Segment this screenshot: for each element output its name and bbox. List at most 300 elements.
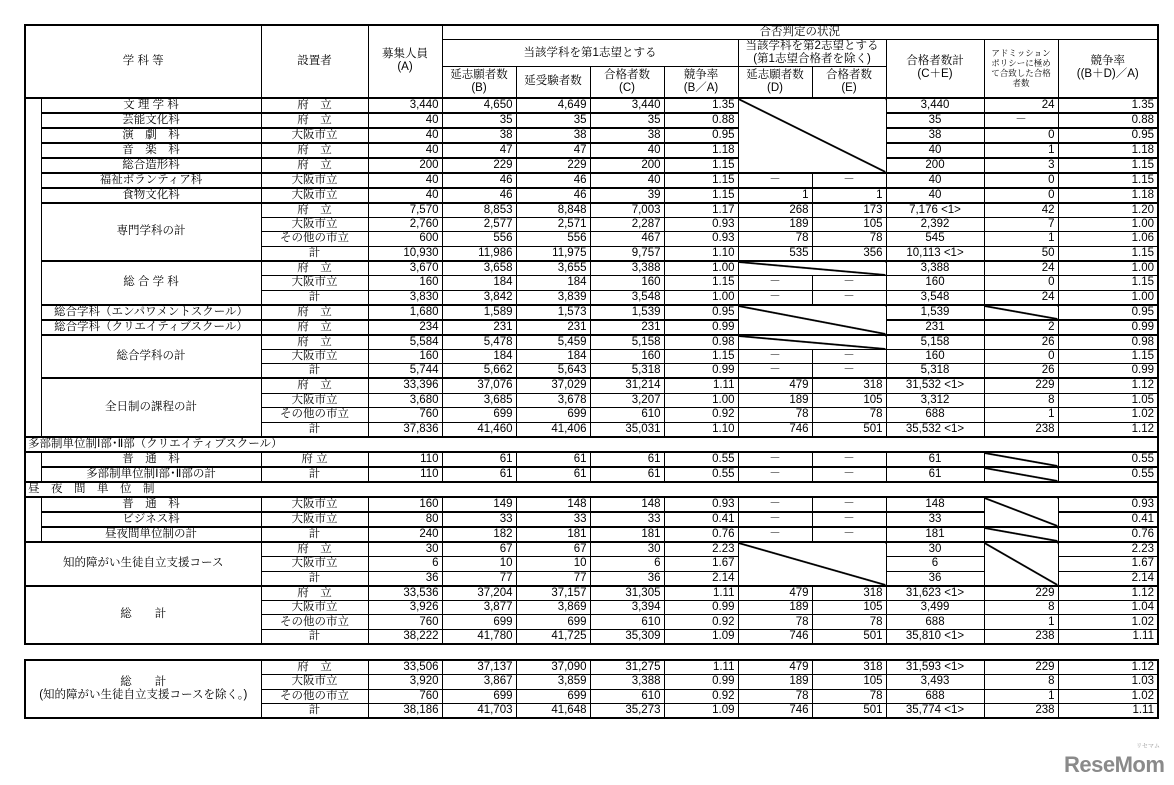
applicants2-cell: 78 [738,615,812,630]
examinees-cell: 181 [516,527,590,542]
capacity-cell: 5,584 [368,335,442,350]
ratio-total-cell: 1.02 [1058,689,1158,704]
passed-cell: 35,031 [590,422,664,437]
header-passed-label: 合格者数 [604,68,650,81]
applicants-cell: 149 [442,497,516,512]
examinees-cell: 11,975 [516,246,590,261]
row-group-label [25,660,261,718]
capacity-cell: 760 [368,615,442,630]
admission-policy-cell: 229 [984,660,1058,675]
table-row [25,173,1158,188]
table-row [25,113,1158,128]
passed-total-cell: 1,539 [886,305,984,320]
passed-total-cell: 231 [886,320,984,335]
ratio-cell: 1.10 [664,422,738,437]
ratio-cell: 1.09 [664,704,738,719]
row-group-label-text: 食物文化科 [122,188,180,201]
establisher-cell: 府 立 [261,143,368,158]
establisher-cell: 府 立 [261,158,368,173]
passed-cell: 610 [590,689,664,704]
passed-total-cell: 3,388 [886,261,984,276]
admission-policy-cell: 0 [984,349,1058,364]
passed-cell: 31,214 [590,378,664,393]
table-row [25,527,1158,542]
capacity-cell: 160 [368,275,442,290]
row-group-label [41,335,261,379]
section-title: 昼 夜 間 単 位 制 [25,482,1158,497]
header-passed2 [812,67,886,98]
passed-total-cell: 36 [886,571,984,586]
passed-total-cell: 148 [886,497,984,512]
row-group-label-text: 総合学科（クリエイティブスクール） [54,320,248,333]
row-group-label-text: 芸能文化科 [122,113,180,126]
ratio-total-cell: 1.00 [1058,217,1158,232]
establisher-cell: 府 立 [261,586,368,601]
applicants-cell: 41,460 [442,422,516,437]
passed2-cell: 1 [812,188,886,203]
ratio-cell: 1.15 [664,173,738,188]
applicants-cell: 35 [442,113,516,128]
establisher-cell: 府 立 [261,261,368,276]
ratio-total-cell: 1.03 [1058,675,1158,690]
examinees-cell: 33 [516,512,590,527]
ratio-total-cell: 1.15 [1058,246,1158,261]
examinees-cell: 699 [516,615,590,630]
row-group-label [41,261,261,305]
ratio-total-cell: 1.12 [1058,660,1158,675]
passed2-cell: 105 [812,600,886,615]
applicants2-cell: 189 [738,675,812,690]
header-ratio [664,67,738,98]
examinees-cell: 699 [516,689,590,704]
ratio-cell: 0.92 [664,615,738,630]
ratio-cell: 1.67 [664,556,738,571]
ratio-total-cell: 2.23 [1058,542,1158,557]
ratio-cell: 1.15 [664,158,738,173]
examinees-cell: 3,678 [516,393,590,408]
establisher-cell: 大阪市立 [261,600,368,615]
passed-cell: 33 [590,512,664,527]
establisher-cell: 府 立 [261,378,368,393]
passed-cell: 39 [590,188,664,203]
passed2-cell: 78 [812,689,886,704]
capacity-cell: 3,920 [368,675,442,690]
table-row [25,586,1158,601]
resemom-logo-sub: リセマム [1136,744,1160,750]
passed-total-cell: 5,158 [886,335,984,350]
section-row [25,437,1158,452]
table-row [25,497,1158,512]
capacity-cell: 3,440 [368,98,442,113]
ratio-cell: 0.93 [664,232,738,247]
passed-cell: 61 [590,467,664,482]
header-ratio-total [1058,40,1158,98]
establisher-cell: 計 [261,571,368,586]
table-row [25,188,1158,203]
not-applicable-slash-cell [738,98,886,173]
passed-total-cell: 3,312 [886,393,984,408]
capacity-cell: 760 [368,689,442,704]
admission-policy-cell: 229 [984,586,1058,601]
passed-cell: 160 [590,349,664,364]
applicants-cell: 184 [442,349,516,364]
applicants2-cell: 746 [738,422,812,437]
passed-cell: 40 [590,143,664,158]
applicants2-cell: － [738,512,812,527]
examinees-cell: 3,655 [516,261,590,276]
table-row [25,660,1158,675]
establisher-cell: 大阪市立 [261,275,368,290]
establisher-cell: 計 [261,467,368,482]
table-row [25,320,1158,335]
applicants-cell: 41,703 [442,704,516,719]
passed2-cell: － [812,452,886,467]
ratio-total-cell: 0.41 [1058,512,1158,527]
passed2-cell: 78 [812,408,886,423]
header-applicants [442,67,516,98]
ratio-total-cell: 0.95 [1058,305,1158,320]
applicants-cell: 5,478 [442,335,516,350]
header-capacity [368,25,442,98]
passed-cell: 148 [590,497,664,512]
capacity-cell: 2,760 [368,217,442,232]
ratio-total-cell: 0.93 [1058,497,1158,512]
capacity-cell: 40 [368,143,442,158]
applicants2-cell: 78 [738,689,812,704]
row-group-sublabel: (知的障がい生徒自立支援コースを除く。) [39,689,248,702]
capacity-cell: 760 [368,408,442,423]
row-group-label [41,452,261,467]
passed2-cell: 501 [812,704,886,719]
passed2-cell: － [812,173,886,188]
ratio-total-cell: 1.02 [1058,615,1158,630]
passed-total-cell: 30 [886,542,984,557]
passed-cell: 3,548 [590,290,664,305]
passed2-cell: 105 [812,675,886,690]
row-group-label [41,98,261,113]
ratio-total-cell: 1.18 [1058,188,1158,203]
admission-policy-cell: 26 [984,335,1058,350]
table-row [25,542,1158,557]
header-ratio-label: 競争率 [683,68,719,81]
not-applicable-slash-cell [984,305,1058,320]
passed2-cell: － [812,527,886,542]
admission-policy-cell: 238 [984,629,1058,644]
not-applicable-slash-cell [738,335,886,350]
passed2-cell: － [812,364,886,379]
applicants2-cell: － [738,497,812,512]
applicants-cell: 556 [442,232,516,247]
ratio-total-cell: 1.15 [1058,275,1158,290]
header-second-choice-label: 当該学科を第2志望とする [745,40,879,52]
examinees-cell: 556 [516,232,590,247]
admission-policy-cell: 42 [984,203,1058,218]
grand-total-excluding-table [24,659,1159,719]
applicants2-cell: 78 [738,232,812,247]
applicants2-cell: 189 [738,217,812,232]
table-row [25,98,1158,113]
passed2-cell: 173 [812,203,886,218]
ratio-cell: 0.93 [664,217,738,232]
passed-total-cell: 181 [886,527,984,542]
capacity-cell: 160 [368,497,442,512]
passed-cell: 3,440 [590,98,664,113]
applicants-cell: 699 [442,408,516,423]
header-applicants2 [738,67,812,98]
passed-total-cell: 40 [886,173,984,188]
admission-policy-cell: 24 [984,261,1058,276]
row-group-label-text: 総合造形科 [122,158,180,171]
ratio-cell: 1.15 [664,188,738,203]
row-group-label [41,497,261,512]
passed-cell: 5,158 [590,335,664,350]
header-ratio-code: (B／A) [683,81,719,94]
capacity-cell: 234 [368,320,442,335]
applicants2-cell: － [738,364,812,379]
ratio-cell: 1.17 [664,203,738,218]
ratio-cell: 1.10 [664,246,738,261]
ratio-cell: 0.95 [664,305,738,320]
passed-total-cell: 31,593 <1> [886,660,984,675]
ratio-cell: 2.23 [664,542,738,557]
passed-total-cell: 61 [886,467,984,482]
row-group-label-text: 福祉ボランティア科 [99,173,203,186]
admission-policy-cell: 8 [984,675,1058,690]
row-group-label-text: 普 通 科 [122,452,180,465]
establisher-cell: 府 立 [261,452,368,467]
examinees-cell: 67 [516,542,590,557]
applicants-cell: 5,662 [442,364,516,379]
passed-cell: 3,207 [590,393,664,408]
passed-total-cell: 31,623 <1> [886,586,984,601]
applicants-cell: 47 [442,143,516,158]
applicants-cell: 37,076 [442,378,516,393]
applicants2-cell: 746 [738,704,812,719]
applicants-cell: 77 [442,571,516,586]
row-group-label-text: 多部制単位制Ⅰ部･Ⅱ部の計 [86,467,216,480]
capacity-cell: 1,680 [368,305,442,320]
passed-total-cell: 35,774 <1> [886,704,984,719]
applicants2-cell: 746 [738,629,812,644]
examinees-cell: 46 [516,173,590,188]
establisher-cell: 府 立 [261,542,368,557]
admission-policy-cell: 26 [984,364,1058,379]
establisher-cell: 大阪市立 [261,128,368,143]
passed-cell: 61 [590,452,664,467]
ratio-total-cell: 1.15 [1058,173,1158,188]
row-group-label-text: 専門学科の計 [116,225,186,238]
admission-policy-cell: 0 [984,188,1058,203]
passed-cell: 38 [590,128,664,143]
header-passed2-code: (E) [841,81,857,94]
passed-cell: 160 [590,275,664,290]
resemom-logo: ReseMom [1064,752,1165,777]
capacity-cell: 110 [368,467,442,482]
header-ratio-total-label: 競争率 [1090,55,1125,68]
capacity-cell: 33,506 [368,660,442,675]
applicants2-cell: 189 [738,600,812,615]
applicants-cell: 2,577 [442,217,516,232]
applicants-cell: 11,986 [442,246,516,261]
capacity-cell: 80 [368,512,442,527]
row-group-label [41,113,261,128]
ratio-cell: 0.92 [664,408,738,423]
establisher-cell: 府 立 [261,320,368,335]
examinees-cell: 37,157 [516,586,590,601]
examinees-cell: 231 [516,320,590,335]
applicants2-cell: 479 [738,586,812,601]
ratio-cell: 0.99 [664,600,738,615]
applicants-cell: 3,685 [442,393,516,408]
ratio-total-cell: 0.88 [1058,113,1158,128]
ratio-cell: 1.35 [664,98,738,113]
passed-cell: 181 [590,527,664,542]
passed2-cell: 318 [812,660,886,675]
applicants-cell: 38 [442,128,516,143]
establisher-cell: 計 [261,422,368,437]
admission-policy-cell: 8 [984,600,1058,615]
capacity-cell: 40 [368,188,442,203]
applicants2-cell: 78 [738,408,812,423]
passed-total-cell: 688 [886,408,984,423]
passed-cell: 3,394 [590,600,664,615]
passed-total-cell: 33 [886,512,984,527]
header-examinees: 延受験者数 [516,67,590,98]
ratio-cell: 2.14 [664,571,738,586]
ratio-cell: 0.41 [664,512,738,527]
passed-total-cell: 40 [886,143,984,158]
row-group-label-text: 総 合 学 科 [123,276,179,289]
applicants2-cell: 189 [738,393,812,408]
ratio-cell: 0.95 [664,128,738,143]
establisher-cell: 計 [261,290,368,305]
establisher-cell: 大阪市立 [261,556,368,571]
section-row [25,482,1158,497]
ratio-total-cell: 0.55 [1058,467,1158,482]
header-first-choice: 当該学科を第1志望とする [442,40,738,67]
applicants-cell: 3,877 [442,600,516,615]
applicants2-cell: 479 [738,660,812,675]
ratio-total-cell: 1.12 [1058,586,1158,601]
passed-cell: 35 [590,113,664,128]
capacity-cell: 33,396 [368,378,442,393]
capacity-cell: 38,186 [368,704,442,719]
passed-cell: 36 [590,571,664,586]
applicants-cell: 61 [442,467,516,482]
table-row [25,261,1158,276]
ratio-cell: 0.88 [664,113,738,128]
ratio-cell: 1.09 [664,629,738,644]
admission-policy-cell: 1 [984,143,1058,158]
table-row [25,128,1158,143]
passed2-cell: 501 [812,629,886,644]
passed-total-cell: 61 [886,452,984,467]
ratio-cell: 0.55 [664,467,738,482]
admission-policy-cell: 238 [984,422,1058,437]
not-applicable-slash-cell [738,261,886,276]
establisher-cell: 計 [261,629,368,644]
passed-total-cell: 2,392 [886,217,984,232]
capacity-cell: 3,670 [368,261,442,276]
admission-policy-cell: 0 [984,128,1058,143]
ratio-total-cell: 1.00 [1058,290,1158,305]
row-group-label [41,128,261,143]
examinees-cell: 41,406 [516,422,590,437]
ratio-cell: 1.18 [664,143,738,158]
table-row [25,305,1158,320]
applicants2-cell: － [738,527,812,542]
ratio-total-cell: 1.05 [1058,393,1158,408]
capacity-cell: 3,926 [368,600,442,615]
examinees-cell: 61 [516,467,590,482]
section-title: 多部制単位制Ⅰ部･Ⅱ部（クリエイティブスクール） [25,437,1158,452]
establisher-cell: その他の市立 [261,232,368,247]
establisher-cell: 府 立 [261,335,368,350]
ratio-total-cell: 0.99 [1058,364,1158,379]
row-group-label-text: 文 理 学 科 [123,98,179,111]
applicants-cell: 229 [442,158,516,173]
passed2-cell: － [812,290,886,305]
not-applicable-slash-cell [984,542,1058,586]
establisher-cell: 大阪市立 [261,512,368,527]
row-group-label [41,467,261,482]
capacity-cell: 36 [368,571,442,586]
passed-total-cell: 3,548 [886,290,984,305]
header-applicants2-label: 延志願者数 [746,68,804,81]
row-group-label [25,586,261,644]
establisher-cell: 大阪市立 [261,675,368,690]
row-group-label-text: 総合学科の計 [116,350,186,363]
ratio-total-cell: 1.11 [1058,629,1158,644]
passed-cell: 200 [590,158,664,173]
admission-policy-cell: 0 [984,173,1058,188]
header-applicants2-code: (D) [767,81,783,94]
admission-policy-cell: 1 [984,689,1058,704]
applicants-cell: 3,842 [442,290,516,305]
passed-total-cell: 3,440 [886,98,984,113]
passed2-cell: 105 [812,393,886,408]
not-applicable-slash-cell [738,305,886,335]
ratio-total-cell: 1.12 [1058,378,1158,393]
row-group-label-text: 知的障がい生徒自立支援コース [63,557,224,570]
header-establisher: 設置者 [261,25,368,98]
header-passed-total-label: 合格者数計 [906,55,964,68]
applicants2-cell: 535 [738,246,812,261]
ratio-total-cell: 0.99 [1058,320,1158,335]
ratio-total-cell: 1.35 [1058,98,1158,113]
row-group-label [41,305,261,320]
passed-cell: 467 [590,232,664,247]
ratio-cell: 1.11 [664,378,738,393]
passed-cell: 7,003 [590,203,664,218]
not-applicable-slash-cell [984,452,1058,467]
passed-cell: 40 [590,173,664,188]
ratio-cell: 0.55 [664,452,738,467]
capacity-cell: 33,536 [368,586,442,601]
applicants2-cell: 1 [738,188,812,203]
indent-cell [25,98,41,437]
applicants-cell: 67 [442,542,516,557]
capacity-cell: 30 [368,542,442,557]
row-group-label-text: 総 計 [120,608,167,621]
table-row [25,467,1158,482]
establisher-cell: 大阪市立 [261,349,368,364]
applicants2-cell: 268 [738,203,812,218]
header-passed-total [886,40,984,98]
admission-policy-cell: 1 [984,232,1058,247]
ratio-cell: 1.15 [664,275,738,290]
passed-cell: 31,305 [590,586,664,601]
